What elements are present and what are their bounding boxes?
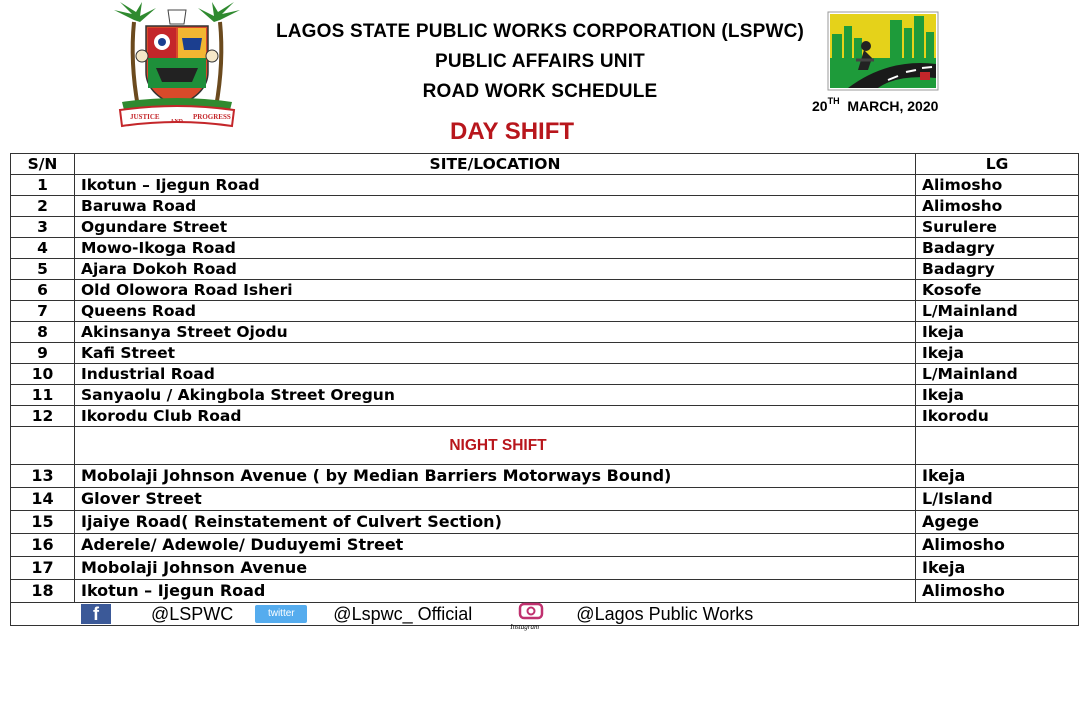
night-shift-title: NIGHT SHIFT [75, 427, 916, 465]
site-cell: Ikorodu Club Road [75, 406, 916, 427]
sn-cell: 13 [11, 465, 75, 488]
lg-cell: Agege [916, 511, 1079, 534]
document-title: ROAD WORK SCHEDULE [422, 81, 658, 102]
site-cell: Aderele/ Adewole/ Duduyemi Street [75, 534, 916, 557]
lg-cell: Alimosho [916, 196, 1079, 217]
table-header-row [11, 154, 1079, 175]
table-row [11, 175, 1079, 196]
twitter-icon[interactable]: twitter [255, 605, 307, 623]
sn-cell: 10 [11, 364, 75, 385]
site-cell: Ikotun – Ijegun Road [75, 175, 916, 196]
table-row [11, 511, 1079, 534]
site-cell: Glover Street [75, 488, 916, 511]
lg-cell: Alimosho [916, 175, 1079, 196]
sep-sn-cell [11, 427, 75, 465]
site-cell: Sanyaolu / Akingbola Street Oregun [75, 385, 916, 406]
site-cell: Ijaiye Road( Reinstatement of Culvert Section) [75, 511, 916, 534]
lg-cell: L/Mainland [916, 364, 1079, 385]
lg-cell: L/Mainland [916, 301, 1079, 322]
sn-cell: 6 [11, 280, 75, 301]
seal-motto-left: JUSTICE [130, 113, 160, 121]
table-row [11, 580, 1079, 603]
lagos-state-coat-of-arms-logo [112, 2, 242, 130]
sn-cell: 3 [11, 217, 75, 238]
lg-cell: Alimosho [916, 580, 1079, 603]
table-row [11, 301, 1079, 322]
table-row [11, 280, 1079, 301]
table-row [11, 238, 1079, 259]
organization-title: LAGOS STATE PUBLIC WORKS CORPORATION (LSPWC) [275, 21, 805, 42]
sn-cell: 16 [11, 534, 75, 557]
site-cell: Ogundare Street [75, 217, 916, 238]
table-row [11, 217, 1079, 238]
site-cell: Mowo-Ikoga Road [75, 238, 916, 259]
site-cell: Ajara Dokoh Road [75, 259, 916, 280]
sn-cell: 17 [11, 557, 75, 580]
unit-title: PUBLIC AFFAIRS UNIT [435, 51, 645, 72]
table-row [11, 259, 1079, 280]
social-media-bar [81, 603, 1078, 631]
sn-cell: 4 [11, 238, 75, 259]
table-row [11, 343, 1079, 364]
lg-cell: Ikeja [916, 465, 1079, 488]
road-works-logo [828, 12, 938, 90]
lg-cell: Ikeja [916, 322, 1079, 343]
sn-cell: 1 [11, 175, 75, 196]
day-shift-title: DAY SHIFT [450, 118, 575, 145]
lg-cell: Badagry [916, 259, 1079, 280]
site-cell: Kafi Street [75, 343, 916, 364]
sep-lg-cell [916, 427, 1079, 465]
social-media-cell [11, 603, 1079, 631]
instagram-handle[interactable]: @Lagos Public Works [576, 604, 754, 624]
lg-cell: Ikeja [916, 557, 1079, 580]
road-work-schedule-table [10, 153, 1079, 631]
site-cell: Mobolaji Johnson Avenue ( by Median Barriers Motorways Bound) [75, 465, 916, 488]
lg-cell: Surulere [916, 217, 1079, 238]
site-cell: Old Olowora Road Isheri [75, 280, 916, 301]
lg-cell: Ikeja [916, 343, 1079, 364]
night-shift-row [11, 427, 1079, 465]
lg-cell: L/Island [916, 488, 1079, 511]
facebook-icon[interactable]: f [81, 604, 111, 624]
table-row [11, 406, 1079, 427]
sn-cell: 18 [11, 580, 75, 603]
table-row [11, 534, 1079, 557]
site-cell: Akinsanya Street Ojodu [75, 322, 916, 343]
instagram-caption: Instagram [510, 623, 540, 631]
sn-cell: 5 [11, 259, 75, 280]
lg-cell: Alimosho [916, 534, 1079, 557]
site-cell: Industrial Road [75, 364, 916, 385]
date-day: 20 [812, 98, 828, 114]
sn-cell: 2 [11, 196, 75, 217]
lg-cell: Ikeja [916, 385, 1079, 406]
schedule-date [812, 96, 938, 114]
table-row [11, 322, 1079, 343]
table-row [11, 488, 1079, 511]
site-cell: Queens Road [75, 301, 916, 322]
date-suffix: TH [827, 96, 840, 106]
table-row [11, 465, 1079, 488]
sn-cell: 9 [11, 343, 75, 364]
twitter-handle[interactable]: @Lspwc_ Official [333, 604, 473, 624]
lg-cell: Ikorodu [916, 406, 1079, 427]
sn-cell: 8 [11, 322, 75, 343]
site-cell: Mobolaji Johnson Avenue [75, 557, 916, 580]
header-site-location: SITE/LOCATION [75, 154, 916, 175]
sn-cell: 14 [11, 488, 75, 511]
lg-cell: Kosofe [916, 280, 1079, 301]
header-sn: S/N [11, 154, 75, 175]
table-row [11, 364, 1079, 385]
social-media-row [11, 603, 1079, 626]
table-row [11, 196, 1079, 217]
table-row [11, 385, 1079, 406]
seal-motto-right: PROGRESS [193, 113, 231, 121]
sn-cell: 7 [11, 301, 75, 322]
seal-motto-mid: AND [170, 119, 183, 125]
sn-cell: 11 [11, 385, 75, 406]
date-month-year: MARCH, 2020 [847, 98, 939, 114]
header-lg: LG [916, 154, 1079, 175]
site-cell: Baruwa Road [75, 196, 916, 217]
sn-cell: 12 [11, 406, 75, 427]
lg-cell: Badagry [916, 238, 1079, 259]
sn-cell: 15 [11, 511, 75, 534]
table-row [11, 557, 1079, 580]
site-cell: Ikotun – Ijegun Road [75, 580, 916, 603]
facebook-handle[interactable]: @LSPWC [151, 604, 234, 624]
instagram-icon[interactable] [506, 603, 556, 631]
